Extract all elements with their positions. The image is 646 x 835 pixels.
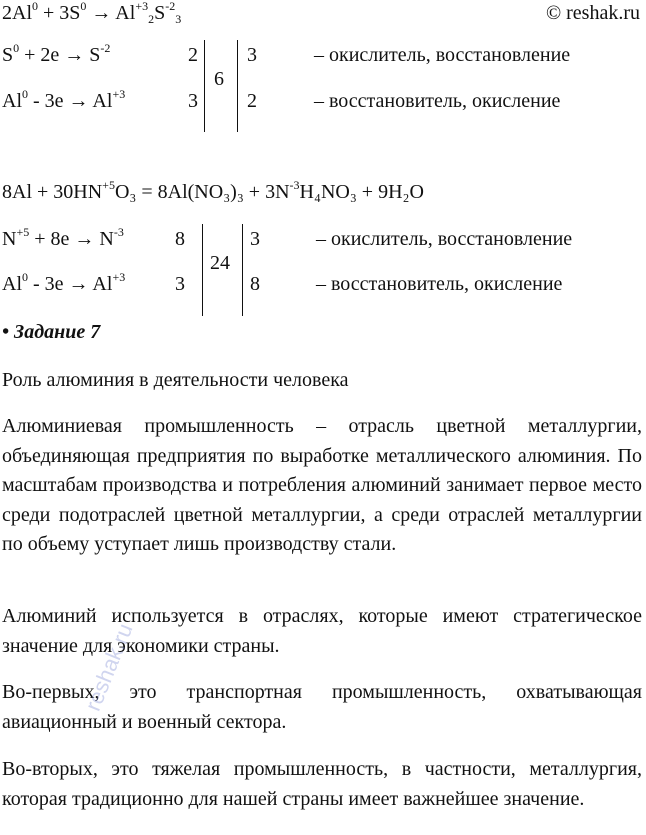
paragraph: Алюминиевая промышленность – отрасль цветной металлургии, объединяющая предприятия по выработке металлического алюминия. По масштабам производства и потребления алюминий занимает первое место среди подотраслей цветной металлургии, а среди отраслей металлургии по объему уступает лишь производству стали.: [2, 415, 642, 555]
element: Al: [2, 273, 22, 295]
half-reaction-text: - 3e → Al: [28, 273, 113, 295]
eq1-part: S: [154, 2, 166, 24]
oxidation-state: 0: [22, 270, 28, 284]
divider-line: [202, 224, 203, 316]
eq1-part: → Al: [86, 2, 136, 24]
section-title: Роль алюминия в деятельности человека: [2, 369, 349, 391]
lcm-value: 24: [210, 252, 230, 274]
half-reaction-text: + 8e → N: [29, 228, 114, 250]
oxidation-state: 0: [13, 41, 20, 55]
divider-line: [204, 40, 205, 132]
oxidation-state: 0: [22, 87, 28, 101]
half-reaction-2-1: [2, 225, 124, 251]
multiplier: 3: [250, 228, 260, 250]
watermark: reshak.ru: [80, 619, 138, 715]
multiplier: 3: [247, 44, 257, 66]
element: S: [2, 44, 14, 66]
divider-line: [242, 224, 243, 316]
role-note: – восстановитель, окисление: [316, 273, 563, 295]
role-note: – окислитель, восстановление: [316, 228, 573, 250]
electron-count: 8: [175, 228, 185, 250]
multiplier: 8: [250, 273, 260, 295]
eq1-part: 2Al: [2, 2, 32, 24]
oxidation-state: -2: [165, 0, 176, 13]
copyright-label: © reshak.ru: [545, 2, 640, 24]
oxidation-state: 0: [80, 0, 87, 13]
half-reaction-text: + 2e → S: [19, 44, 101, 66]
element: N: [2, 228, 17, 250]
oxidation-state: -3: [113, 225, 124, 239]
electron-count: 2: [188, 44, 198, 66]
electron-count: 3: [188, 90, 198, 112]
oxidation-state: +5: [16, 225, 30, 239]
oxidation-state: 0: [32, 0, 38, 13]
half-reaction-2-2: [2, 270, 126, 296]
reaction-equation-2: [2, 178, 424, 204]
paragraph: Во-вторых, это тяжелая промышленность, в частности, металлургия, которая традиционно для нашей страны имеет важнейшее значение.: [2, 758, 642, 810]
lcm-value: 6: [214, 68, 224, 90]
oxidation-state: +3: [135, 0, 149, 13]
subscript: 3: [175, 12, 182, 26]
paragraph: Алюминий используется в отраслях, которые имеют стратегическое значение для экономики страны.: [2, 605, 642, 657]
element: Al: [2, 90, 22, 112]
reaction-equation-1: [2, 2, 181, 25]
oxidation-state: -2: [100, 41, 111, 55]
eq2-part: 8Al + 30HN: [2, 181, 103, 203]
oxidation-state: -3: [289, 178, 300, 192]
half-reaction-text: - 3e → Al: [28, 90, 113, 112]
half-reaction-1-1: [2, 41, 111, 67]
bullet: •: [2, 321, 10, 343]
task-title: Задание 7: [14, 321, 101, 343]
eq2-part: H₄NO₃ + 9H₂O: [299, 181, 424, 203]
role-note: – восстановитель, окисление: [314, 90, 561, 112]
multiplier: 2: [247, 90, 257, 112]
role-note: – окислитель, восстановление: [314, 44, 571, 66]
oxidation-state: +3: [112, 270, 126, 284]
half-reaction-1-2: [2, 87, 126, 113]
task-heading: [2, 321, 100, 344]
oxidation-state: +5: [102, 178, 115, 192]
eq1-part: + 3S: [38, 2, 81, 24]
eq2-part: O₃ = 8Al(NO₃)₃ + 3N: [114, 181, 290, 203]
divider-line: [237, 40, 238, 132]
electron-count: 3: [175, 273, 185, 295]
paragraph: Во-первых, это транспортная промышленность, охватывающая авиационный и военный сектора.: [2, 681, 642, 733]
oxidation-state: +3: [112, 87, 126, 101]
subscript: 2: [148, 12, 155, 26]
